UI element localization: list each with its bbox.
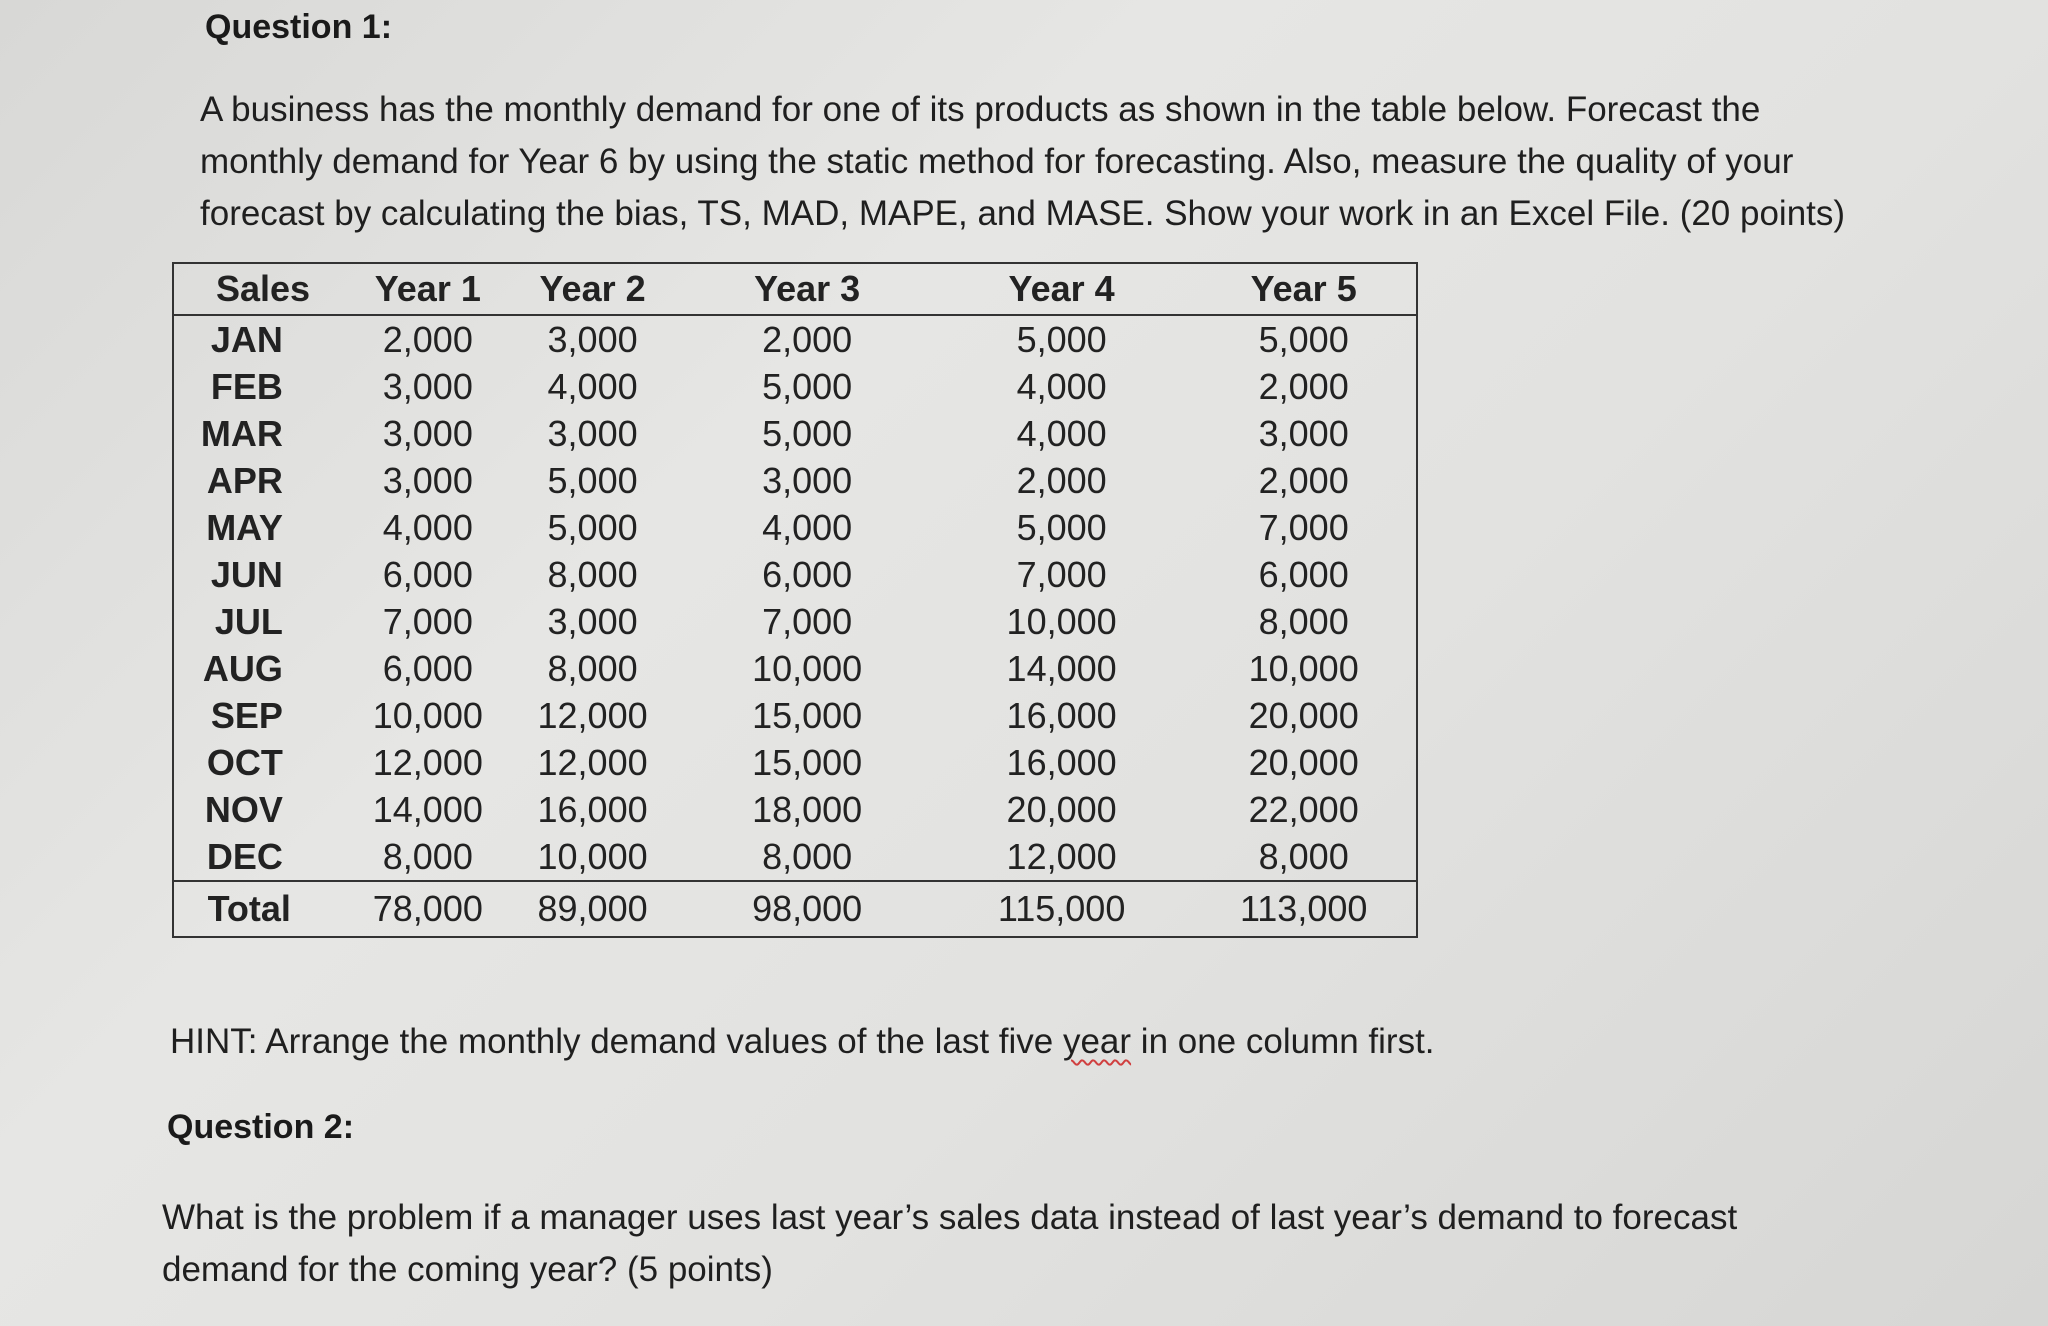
table-cell: 7,000 [1258, 506, 1349, 548]
month-label: MAY [206, 506, 283, 548]
table-cell: 12,000 [1006, 835, 1117, 877]
question-2-line: demand for the coming year? (5 points) [162, 1250, 773, 1289]
table-cell: 3,000 [547, 600, 638, 642]
table-cell: 10,000 [1006, 600, 1117, 642]
month-label: SEP [210, 694, 283, 736]
table-row [173, 315, 1417, 363]
table-cell: 2,000 [762, 318, 853, 360]
table-cell: 5,000 [547, 459, 638, 501]
table-row [173, 739, 1417, 786]
table-cell: 8,000 [1258, 600, 1349, 642]
month-label: MAR [200, 412, 283, 454]
table-row [173, 551, 1417, 598]
total-cell: 78,000 [372, 888, 483, 929]
table-cell: 5,000 [547, 506, 638, 548]
hint-text [170, 1022, 1435, 1062]
table-cell: 2,000 [1258, 459, 1349, 501]
table-cell: 6,000 [382, 647, 473, 689]
table-row [173, 833, 1417, 881]
table-row [173, 504, 1417, 551]
total-cell: 98,000 [752, 888, 863, 929]
table-cell: 8,000 [547, 647, 638, 689]
table-cell: 2,000 [1016, 459, 1107, 501]
table-row [173, 645, 1417, 692]
table-cell: 5,000 [1258, 318, 1349, 360]
table-cell: 2,000 [1258, 365, 1349, 407]
table-cell: 4,000 [1016, 412, 1107, 454]
total-cell: 113,000 [1239, 888, 1368, 929]
table-cell: 12,000 [537, 694, 648, 736]
month-label: DEC [206, 835, 283, 877]
table-cell: 14,000 [1006, 647, 1117, 689]
table-cell: 7,000 [1016, 553, 1107, 595]
table-cell: 15,000 [752, 741, 863, 783]
table-cell: 6,000 [1258, 553, 1349, 595]
table-cell: 18,000 [752, 788, 863, 830]
table-cell: 10,000 [372, 694, 483, 736]
month-label: JUN [210, 553, 283, 595]
table-cell: 14,000 [372, 788, 483, 830]
question-2-line: What is the problem if a manager uses last year’s sales data instead of last year’s demand to forecast [162, 1198, 1738, 1237]
table-cell: 8,000 [762, 835, 853, 877]
table-row [173, 410, 1417, 457]
table-cell: 20,000 [1006, 788, 1117, 830]
table-cell: 5,000 [762, 412, 853, 454]
table-cell: 3,000 [382, 459, 473, 501]
column-header-year-4: Year 4 [1008, 268, 1115, 309]
table-cell: 22,000 [1248, 788, 1359, 830]
table-cell: 15,000 [752, 694, 863, 736]
month-label: FEB [210, 365, 283, 407]
month-label: JUL [214, 600, 283, 642]
month-label: OCT [206, 741, 283, 783]
table-cell: 3,000 [382, 365, 473, 407]
total-label: Total [207, 888, 291, 929]
table-cell: 20,000 [1248, 741, 1359, 783]
table-cell: 3,000 [762, 459, 853, 501]
question-1-line: monthly demand for Year 6 by using the static method for forecasting. Also, measure the quality of your [200, 142, 1794, 181]
question-1-line: forecast by calculating the bias, TS, MAD, MAPE, and MASE. Show your work in an Excel File. (20 points) [200, 194, 1846, 233]
question-2-text [162, 1192, 1882, 1296]
table-cell: 20,000 [1248, 694, 1359, 736]
table-cell: 5,000 [762, 365, 853, 407]
month-label: APR [206, 459, 283, 501]
table-cell: 16,000 [1006, 741, 1117, 783]
monthly-demand-table [172, 262, 1418, 938]
table-cell: 3,000 [547, 318, 638, 360]
table-row [173, 786, 1417, 833]
table-cell: 3,000 [547, 412, 638, 454]
table-cell: 6,000 [382, 553, 473, 595]
column-header-sales: Sales [216, 268, 311, 309]
question-2-heading: Question 2: [167, 1108, 355, 1146]
month-label: AUG [202, 647, 283, 689]
table-row [173, 692, 1417, 739]
total-cell: 89,000 [537, 888, 648, 929]
column-header-year-1: Year 1 [374, 268, 481, 309]
question-1-heading: Question 1: [205, 8, 393, 46]
table-cell: 10,000 [1248, 647, 1359, 689]
table-cell: 4,000 [762, 506, 853, 548]
table-header-row [173, 263, 1417, 315]
table-cell: 3,000 [382, 412, 473, 454]
table-cell: 7,000 [762, 600, 853, 642]
table-row [173, 457, 1417, 504]
column-header-year-3: Year 3 [754, 268, 861, 309]
table-cell: 10,000 [752, 647, 863, 689]
table-cell: 2,000 [382, 318, 473, 360]
table-cell: 5,000 [1016, 318, 1107, 360]
column-header-year-5: Year 5 [1250, 268, 1357, 309]
table-cell: 8,000 [1258, 835, 1349, 877]
table-cell: 8,000 [547, 553, 638, 595]
hint-text-start: HINT: Arrange the monthly demand values of the last five [170, 1022, 1063, 1061]
table-cell: 3,000 [1258, 412, 1349, 454]
table-row [173, 598, 1417, 645]
total-row [173, 881, 1417, 937]
month-label: NOV [204, 788, 283, 830]
column-header-year-2: Year 2 [539, 268, 646, 309]
table-cell: 8,000 [382, 835, 473, 877]
month-label: JAN [210, 318, 283, 360]
table-cell: 4,000 [1016, 365, 1107, 407]
total-cell: 115,000 [997, 888, 1126, 929]
hint-text-end: in one column first. [1131, 1022, 1435, 1061]
table-cell: 5,000 [1016, 506, 1107, 548]
question-1-line: A business has the monthly demand for one of its products as shown in the table below. Forecast the [200, 90, 1761, 129]
table-cell: 4,000 [382, 506, 473, 548]
table-cell: 6,000 [762, 553, 853, 595]
table-cell: 10,000 [537, 835, 648, 877]
table-cell: 4,000 [547, 365, 638, 407]
spellcheck-flagged-word: year [1062, 1022, 1132, 1061]
table-cell: 7,000 [382, 600, 473, 642]
table-cell: 12,000 [537, 741, 648, 783]
table-cell: 16,000 [1006, 694, 1117, 736]
table-row [173, 363, 1417, 410]
table-cell: 12,000 [372, 741, 483, 783]
table-cell: 16,000 [537, 788, 648, 830]
question-1-text [200, 84, 1900, 240]
